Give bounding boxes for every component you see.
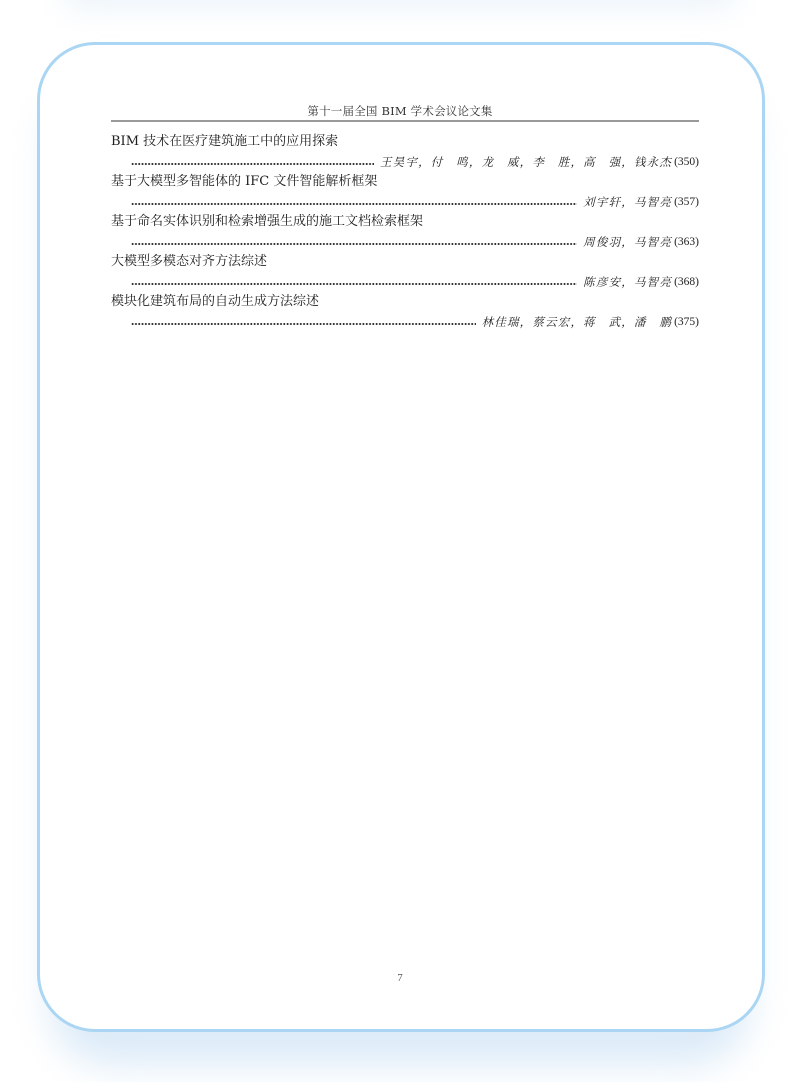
dot-leader bbox=[131, 283, 577, 285]
toc-entry-author-line bbox=[131, 153, 699, 171]
toc-entry-authors: 王昊宇，付 鸣，龙 威，李 胜，高 强，钱永杰 bbox=[379, 155, 673, 169]
background-glow bbox=[60, 0, 740, 10]
toc-entry[interactable] bbox=[111, 253, 699, 293]
toc-entry-title: 模块化建筑布局的自动生成方法综述 bbox=[111, 294, 320, 309]
toc-entry-page: (350) bbox=[674, 156, 699, 168]
table-of-contents bbox=[111, 133, 699, 333]
toc-entry-author-line bbox=[131, 313, 699, 331]
toc-entry[interactable] bbox=[111, 213, 699, 253]
toc-entry-authors: 林佳瑞，蔡云宏，蒋 武，潘 鹏 bbox=[481, 315, 673, 329]
running-header-title: 第十一届全国 BIM 学术会议论文集 bbox=[307, 104, 493, 118]
toc-entry-page: (363) bbox=[674, 236, 699, 248]
toc-entry[interactable] bbox=[111, 293, 699, 333]
toc-entry-page: (368) bbox=[674, 276, 699, 288]
toc-entry-page: (357) bbox=[674, 196, 699, 208]
toc-entry-title: 大模型多模态对齐方法综述 bbox=[111, 254, 268, 269]
toc-entry-author-line bbox=[131, 193, 699, 211]
toc-entry-title: BIM 技术在医疗建筑施工中的应用探索 bbox=[111, 134, 339, 149]
toc-entry[interactable] bbox=[111, 133, 699, 173]
toc-entry-author-line bbox=[131, 233, 699, 251]
toc-entry-title: 基于命名实体识别和检索增强生成的施工文档检索框架 bbox=[111, 214, 424, 229]
toc-entry-authors: 陈彦安，马智亮 bbox=[583, 275, 673, 289]
toc-entry-authors: 周俊羽，马智亮 bbox=[583, 235, 673, 249]
dot-leader bbox=[131, 163, 374, 165]
dot-leader bbox=[131, 203, 577, 205]
header-rule bbox=[111, 120, 699, 122]
toc-entry[interactable] bbox=[111, 173, 699, 213]
toc-entry-authors: 刘宇轩，马智亮 bbox=[583, 195, 673, 209]
toc-entry-page: (375) bbox=[674, 316, 699, 328]
toc-entry-title: 基于大模型多智能体的 IFC 文件智能解析框架 bbox=[111, 174, 378, 189]
toc-entry-author-line bbox=[131, 273, 699, 291]
dot-leader bbox=[131, 323, 476, 325]
page-number: 7 bbox=[397, 972, 403, 984]
dot-leader bbox=[131, 243, 577, 245]
